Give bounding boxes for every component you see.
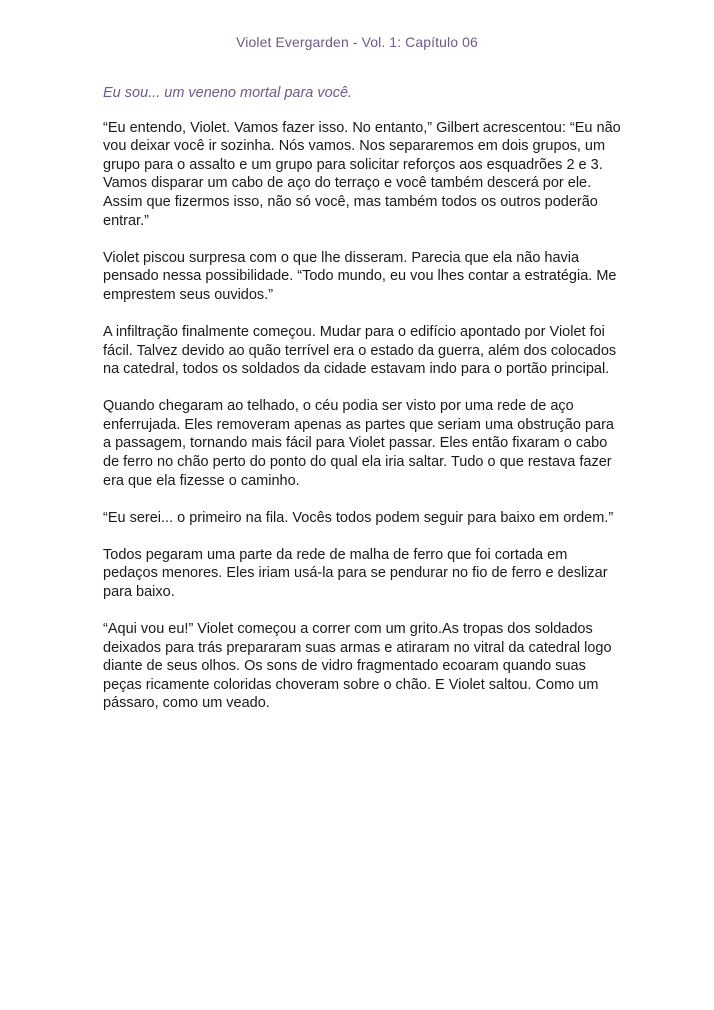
paragraph: Violet piscou surpresa com o que lhe disseram. Parecia que ela não havia pensado nessa possibilidade. “Todo mundo, eu vou lhes contar a estratégia. Me emprestem seus ouvidos.” (103, 249, 617, 303)
paragraph: Todos pegaram uma parte da rede de malha de ferro que foi cortada em pedaços menores. Eles iriam usá-la para se pendurar no fio de ferro e deslizar para baixo. (103, 546, 608, 600)
epigraph: Eu sou... um veneno mortal para você. (103, 85, 353, 101)
paragraph: “Eu serei... o primeiro na fila. Vocês todos podem seguir para baixo em ordem.” (103, 509, 614, 526)
paragraph: A infiltração finalmente começou. Mudar para o edifício apontado por Violet foi fácil. Talvez devido ao quão terrível era o estado da guerra, além dos colocados na catedral, todos os soldados da cidade estavam indo para o portão principal. (103, 323, 617, 378)
page-header: Violet Evergarden - Vol. 1: Capítulo 06 (236, 34, 478, 50)
paragraph: Quando chegaram ao telhado, o céu podia ser visto por uma rede de aço enferrujada. Eles removeram apenas as partes que seriam uma obstrução para a passagem, tornando mais fácil para Violet passar. Eles então fixaram o cabo de ferro no chão perto do ponto do qual ela iria saltar. Tudo o que restava fazer era que ela fizesse o caminho. (103, 398, 614, 489)
paragraph: “Aqui vou eu!” Violet começou a correr com um grito.As tropas dos soldados deixados para trás prepararam suas armas e atiraram no vitral da catedral logo diante de seus olhos. Os sons de vidro fragmentado ecoaram quando suas peças ricamente coloridas choveram sobre o chão. E Violet saltou. Como um pássaro, como um veado. (103, 621, 612, 712)
chapter-body (103, 84, 623, 732)
paragraph: “Eu entendo, Violet. Vamos fazer isso. No entanto,” Gilbert acrescentou: “Eu não vou deixar você ir sozinha. Nós vamos. Nos separaremos em dois grupos, um grupo para o assalto e um grupo para solicitar reforços aos esquadrões 2 e 3. Vamos disparar um cabo de aço do terraço e você também descerá por ele. Assim que fizermos isso, não só você, mas também todos os outros poderão entrar.” (103, 119, 621, 229)
